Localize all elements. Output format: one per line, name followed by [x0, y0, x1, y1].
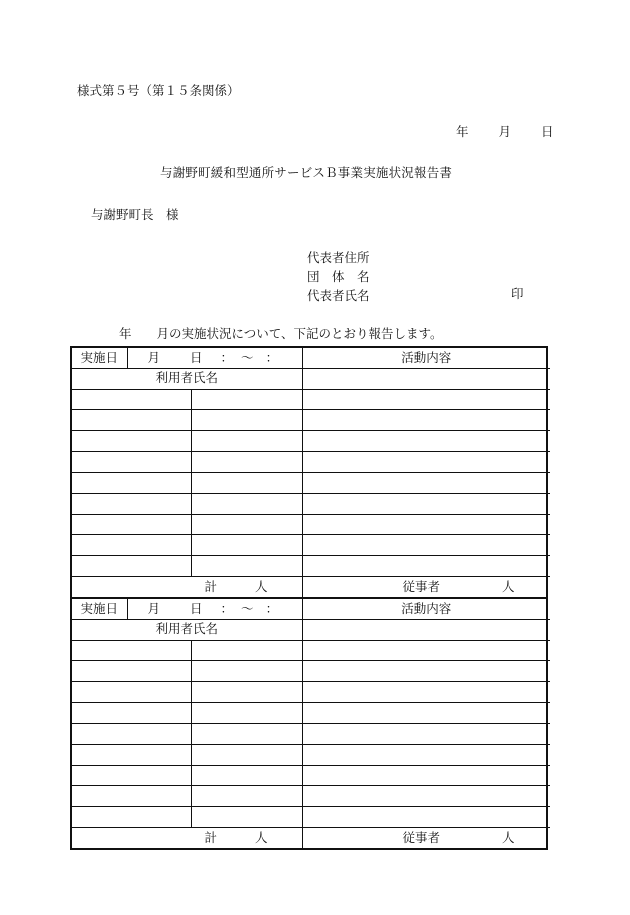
time-separator: ： — [220, 349, 234, 365]
user-name-cell[interactable] — [72, 389, 191, 410]
activity-cell[interactable] — [302, 452, 550, 473]
intro-text: 月の実施状況について、下記のとおり報告します。 — [156, 326, 443, 341]
user-name-cell[interactable] — [72, 410, 191, 431]
user-name-cell[interactable] — [72, 514, 191, 535]
user-name-cell[interactable] — [191, 410, 302, 431]
activity-cell[interactable] — [302, 807, 550, 828]
user-name-cell[interactable] — [191, 765, 302, 786]
user-name-cell[interactable] — [191, 514, 302, 535]
intro-sentence — [119, 328, 443, 341]
date-month-label: 月 — [498, 124, 512, 139]
report-table-1 — [72, 348, 550, 597]
user-name-cell[interactable] — [191, 472, 302, 493]
user-name-cell[interactable] — [72, 472, 191, 493]
user-row — [72, 744, 550, 765]
activity-cell[interactable] — [302, 786, 550, 807]
user-name-cell[interactable] — [191, 682, 302, 703]
activity-cell[interactable] — [302, 431, 550, 452]
seal-mark: 印 — [511, 286, 524, 301]
report-block-2 — [70, 597, 548, 850]
user-name-cell[interactable] — [72, 640, 191, 661]
date-day-label: 日 — [541, 124, 554, 139]
activity-cell[interactable] — [302, 368, 550, 389]
date-label: 実施日 — [72, 348, 127, 368]
user-name-cell[interactable] — [191, 807, 302, 828]
activity-cell[interactable] — [302, 744, 550, 765]
user-row — [72, 389, 550, 410]
user-row — [72, 452, 550, 473]
activity-cell[interactable] — [302, 410, 550, 431]
user-row — [72, 703, 550, 724]
time-separator: ： — [265, 349, 279, 365]
activity-cell[interactable] — [302, 619, 550, 640]
submission-date — [456, 126, 554, 139]
addressee: 与謝野町長 様 — [91, 207, 179, 222]
user-name-cell[interactable] — [191, 640, 302, 661]
user-row — [72, 682, 550, 703]
user-name-cell[interactable] — [191, 723, 302, 744]
total-count-field[interactable] — [72, 577, 302, 597]
users-header: 利用者氏名 — [72, 619, 302, 640]
staff-count-field[interactable] — [302, 577, 550, 597]
user-name-cell[interactable] — [72, 556, 191, 577]
time-separator: ： — [265, 600, 279, 616]
user-row — [72, 493, 550, 514]
user-row — [72, 556, 550, 577]
user-row — [72, 661, 550, 682]
activity-cell[interactable] — [302, 682, 550, 703]
user-row — [72, 431, 550, 452]
users-header: 利用者氏名 — [72, 368, 302, 389]
user-name-cell[interactable] — [191, 431, 302, 452]
users-header-row — [72, 619, 550, 640]
report-block-1 — [70, 346, 548, 599]
day-label: 日 — [190, 349, 203, 365]
user-row — [72, 786, 550, 807]
user-name-cell[interactable] — [72, 535, 191, 556]
user-name-cell[interactable] — [72, 765, 191, 786]
user-name-cell[interactable] — [72, 807, 191, 828]
activity-cell[interactable] — [302, 723, 550, 744]
representative-name-label: 代表者氏名 — [307, 288, 370, 303]
user-name-cell[interactable] — [72, 452, 191, 473]
user-name-cell[interactable] — [72, 786, 191, 807]
user-name-cell[interactable] — [72, 703, 191, 724]
user-name-cell[interactable] — [191, 786, 302, 807]
users-header-row — [72, 368, 550, 389]
user-row — [72, 472, 550, 493]
user-name-cell[interactable] — [72, 493, 191, 514]
user-name-cell[interactable] — [72, 744, 191, 765]
activity-cell[interactable] — [302, 389, 550, 410]
total-unit: 人 — [255, 829, 268, 845]
total-label: 計 — [204, 829, 217, 845]
user-name-cell[interactable] — [72, 723, 191, 744]
staff-label: 従事者 — [402, 578, 441, 594]
form-number: 様式第５号（第１５条関係） — [77, 83, 240, 98]
activity-cell[interactable] — [302, 640, 550, 661]
activity-cell[interactable] — [302, 765, 550, 786]
time-separator: ： — [220, 600, 234, 616]
user-name-cell[interactable] — [72, 682, 191, 703]
activity-cell[interactable] — [302, 493, 550, 514]
month-label: 月 — [147, 600, 161, 616]
day-label: 日 — [190, 600, 203, 616]
month-label: 月 — [147, 349, 161, 365]
activity-cell[interactable] — [302, 472, 550, 493]
user-name-cell[interactable] — [72, 431, 191, 452]
activity-cell[interactable] — [302, 535, 550, 556]
staff-label: 従事者 — [402, 829, 441, 845]
date-row — [72, 599, 550, 619]
date-field[interactable] — [127, 599, 302, 619]
user-name-cell[interactable] — [191, 452, 302, 473]
total-count-field[interactable] — [72, 828, 302, 848]
user-name-cell[interactable] — [72, 661, 191, 682]
time-range-tilde: 〜 — [241, 349, 254, 365]
document-title: 与謝野町緩和型通所サービスＢ事業実施状況報告書 — [160, 165, 453, 180]
user-row — [72, 535, 550, 556]
staff-unit: 人 — [502, 578, 515, 594]
applicant-info — [307, 248, 370, 305]
user-row — [72, 410, 550, 431]
date-field[interactable] — [127, 348, 302, 368]
user-row — [72, 723, 550, 744]
user-row — [72, 807, 550, 828]
group-name-label: 団 体 名 — [307, 269, 370, 284]
date-label: 実施日 — [72, 599, 127, 619]
activity-cell[interactable] — [302, 703, 550, 724]
total-unit: 人 — [255, 578, 268, 594]
report-table-2 — [72, 599, 550, 848]
address-label: 代表者住所 — [307, 250, 370, 265]
time-range-tilde: 〜 — [241, 600, 254, 616]
intro-year: 年 — [119, 326, 132, 341]
date-row — [72, 348, 550, 368]
activity-cell[interactable] — [302, 661, 550, 682]
staff-count-field[interactable] — [302, 828, 550, 848]
user-name-cell[interactable] — [191, 661, 302, 682]
total-label: 計 — [204, 578, 217, 594]
user-row — [72, 514, 550, 535]
date-year-label: 年 — [456, 124, 469, 139]
total-row — [72, 577, 550, 597]
user-name-cell[interactable] — [191, 556, 302, 577]
user-name-cell[interactable] — [191, 535, 302, 556]
staff-unit: 人 — [502, 829, 515, 845]
activity-cell[interactable] — [302, 514, 550, 535]
activity-cell[interactable] — [302, 556, 550, 577]
total-row — [72, 828, 550, 848]
user-row — [72, 640, 550, 661]
user-name-cell[interactable] — [191, 389, 302, 410]
user-name-cell[interactable] — [191, 493, 302, 514]
activity-header: 活動内容 — [302, 599, 550, 619]
user-name-cell[interactable] — [191, 703, 302, 724]
activity-header: 活動内容 — [302, 348, 550, 368]
user-row — [72, 765, 550, 786]
user-name-cell[interactable] — [191, 744, 302, 765]
